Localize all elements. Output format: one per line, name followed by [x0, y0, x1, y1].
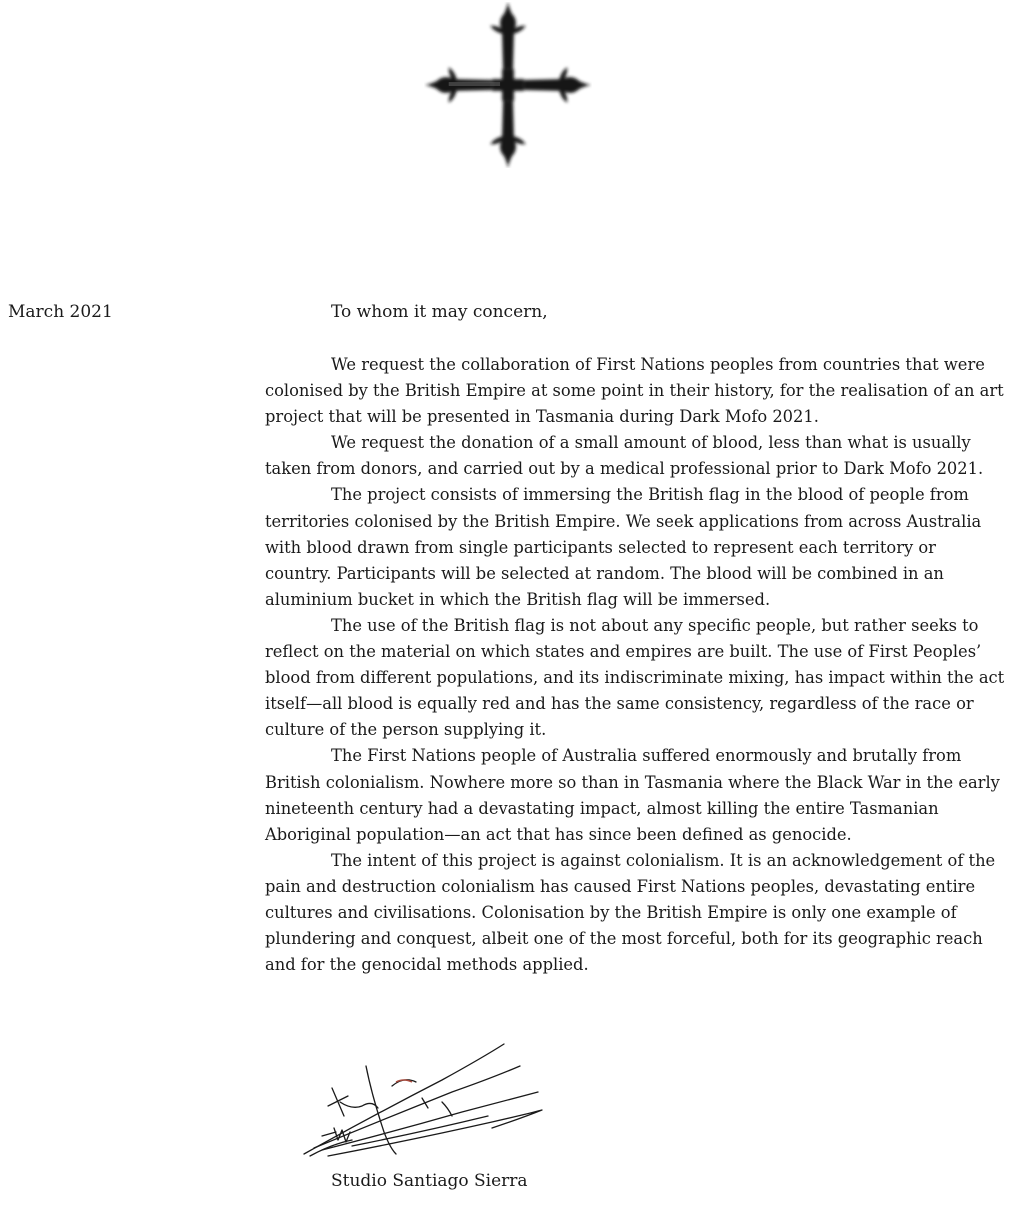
paragraph-6: The intent of this project is against colonialism. It is an acknowledgement of the pain and destruction colonialism has caused First Nations peoples, devastating entire cultures and civilisations. Colonisation by the British Empire is only one example of plundering and conquest, albeit one of the most forceful, both for its geographic reach and for the genocidal methods applied. — [265, 850, 996, 975]
paragraph-5: The First Nations people of Australia suffered enormously and brutally from British colonialism. Nowhere more so than in Tasmania where the Black War in the early nineteenth century had a devastating impact, almost killing the entire Tasmanian Aboriginal population—an act that has since been defined as genocide. — [265, 746, 1000, 844]
signature-icon — [292, 1036, 548, 1164]
letter-body — [265, 352, 1007, 978]
salutation: To whom it may concern, — [331, 302, 548, 322]
paragraph-2: We request the donation of a small amount of blood, less than what is usually taken from donors, and carried out by a medical professional prior to Dark Mofo 2021. — [265, 433, 984, 479]
cross-fleury-icon — [424, 2, 592, 168]
letter-date: March 2021 — [8, 302, 113, 322]
paragraph-1: We request the collaboration of First Nations peoples from countries that were colonised by the British Empire at some point in their history, for the realisation of an art project that will be presented in Tasmania during Dark Mofo 2021. — [265, 355, 1004, 427]
paragraph-3: The project consists of immersing the British flag in the blood of people from territories colonised by the British Empire. We seek applications from across Australia with blood drawn from single participants selected to represent each territory or country. Participants will be selected at random. The blood will be combined in an aluminium bucket in which the British flag will be immersed. — [265, 485, 982, 609]
paragraph-4: The use of the British flag is not about any specific people, but rather seeks to reflect on the material on which states and empires are built. The use of First Peoples’ blood from different populations, and its indiscriminate mixing, has impact within the act itself—all blood is equally red and has the same consistency, regardless of the race or culture of the person supplying it. — [265, 615, 1005, 740]
signatory-name: Studio Santiago Sierra — [331, 1171, 528, 1191]
